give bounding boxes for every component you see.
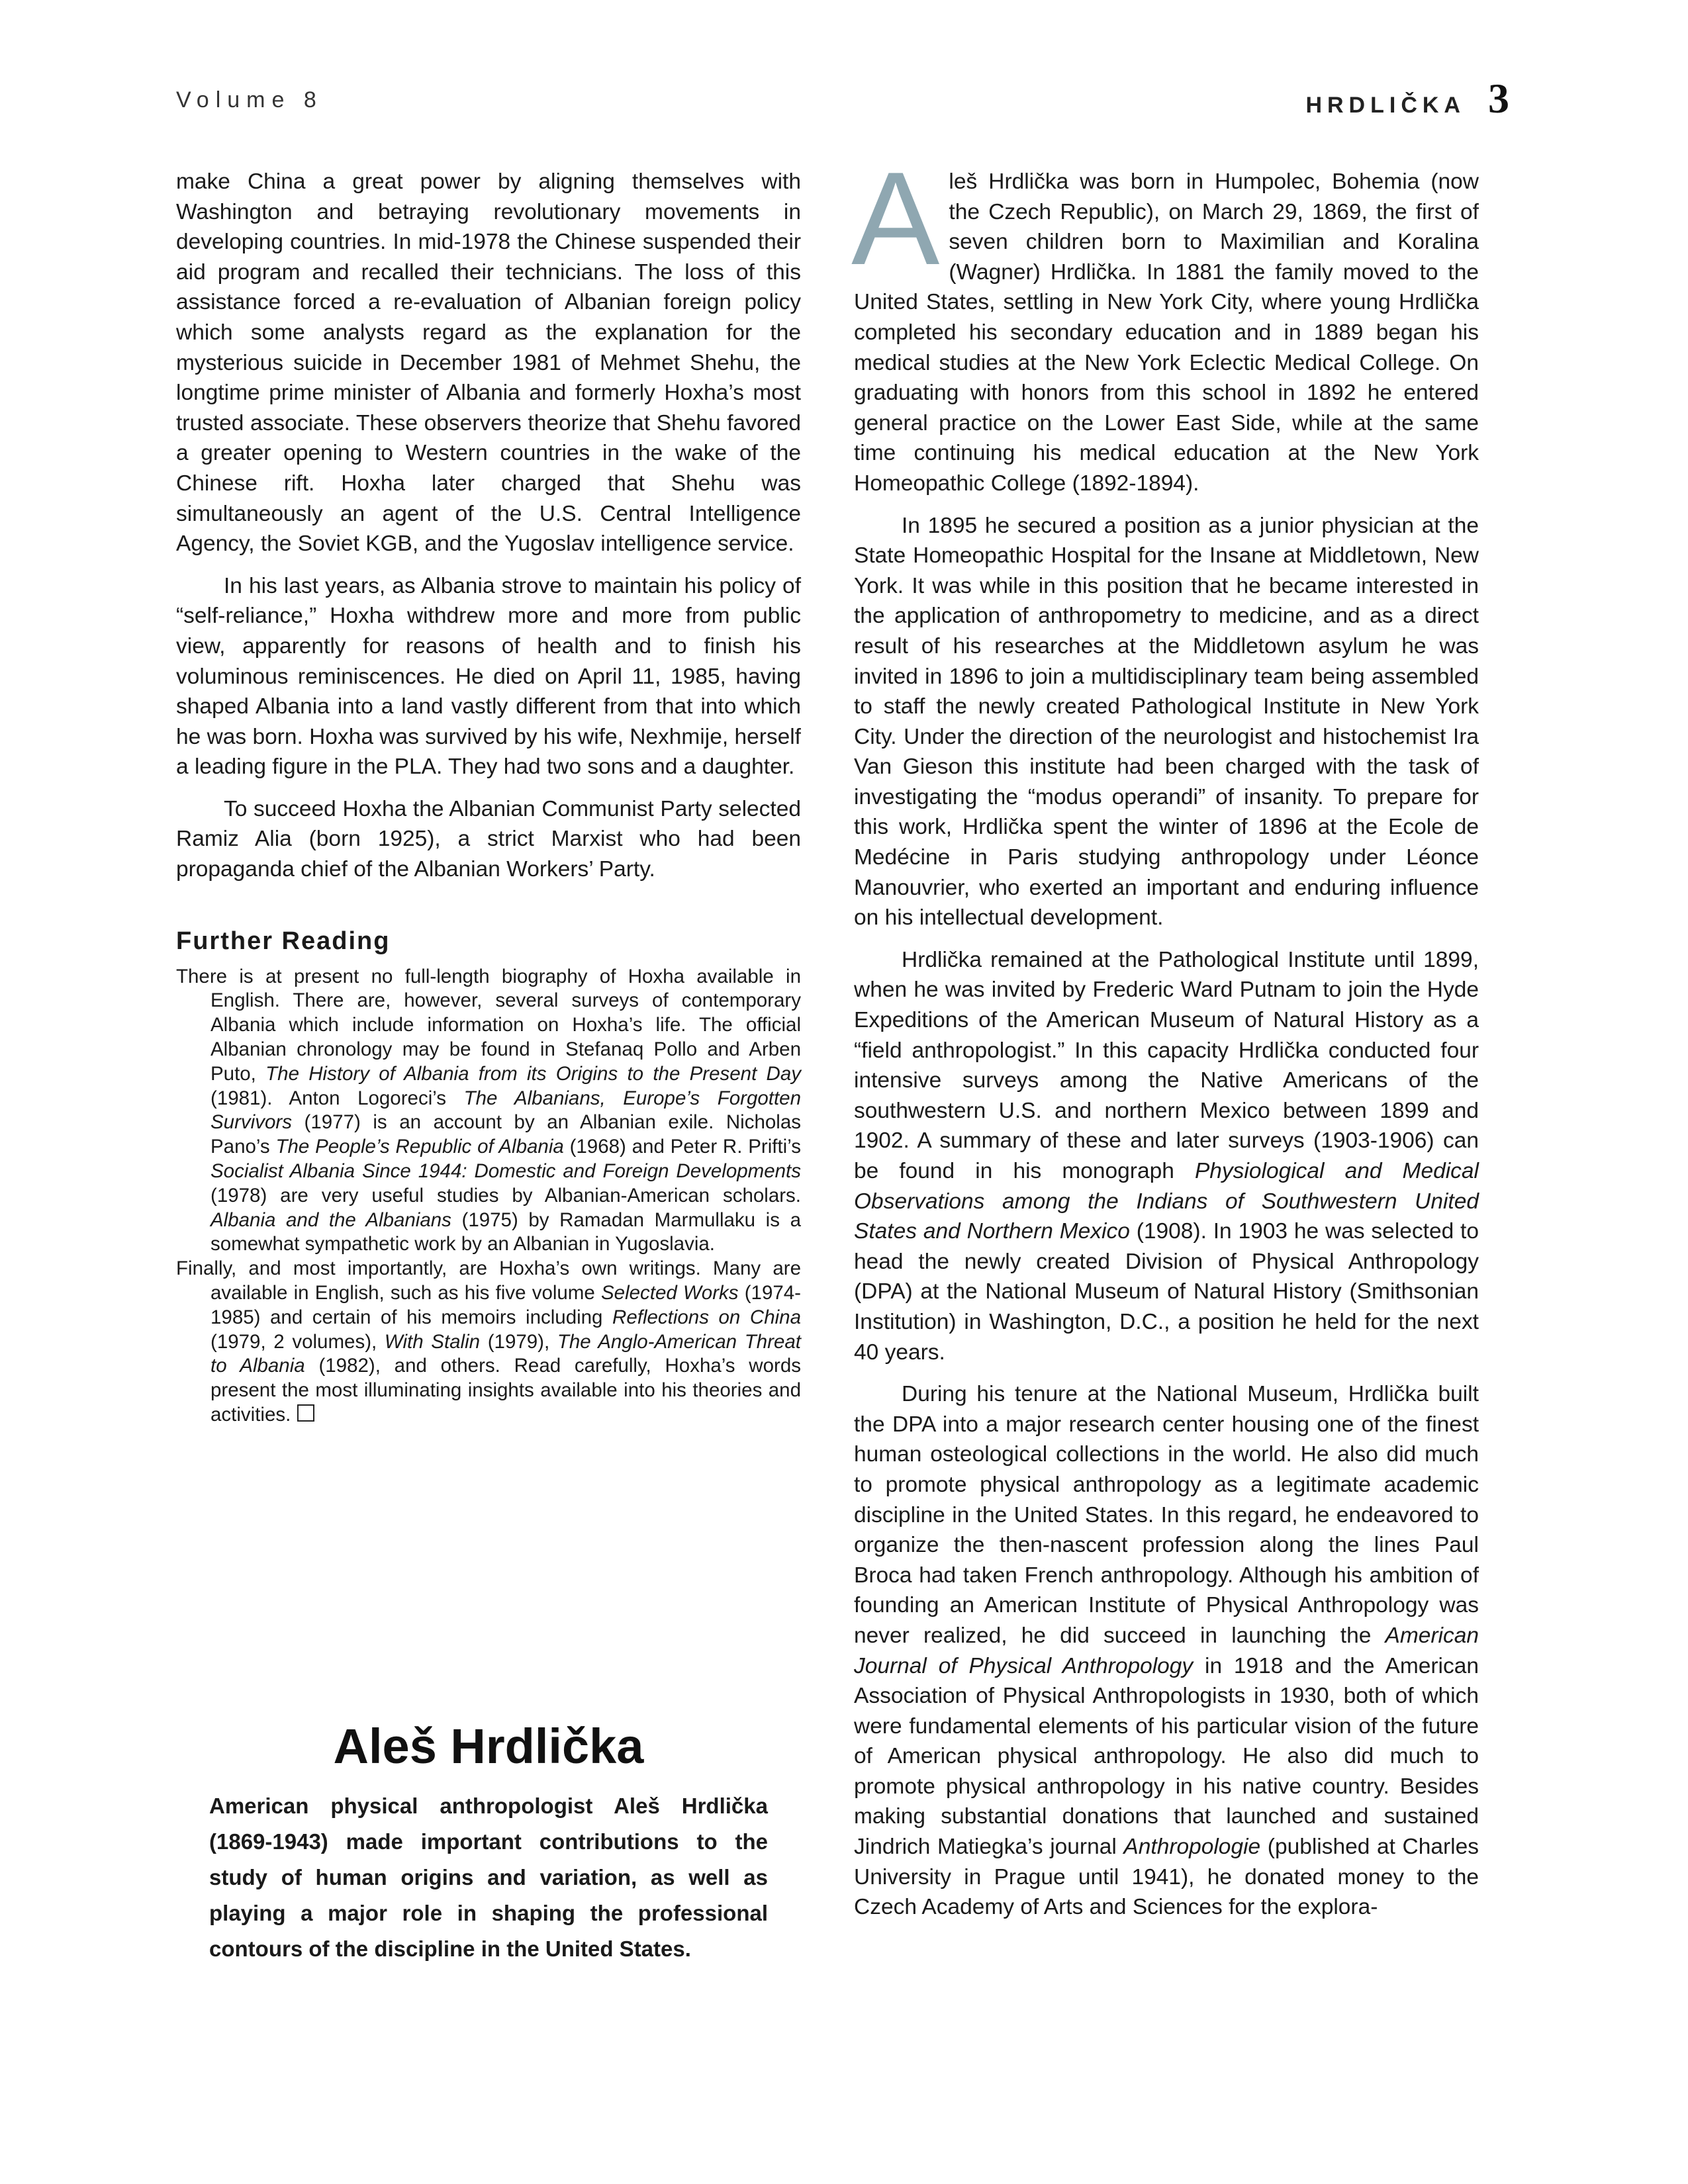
reference-entry-1 [176,965,801,1257]
right-paragraph-3 [854,945,1479,1367]
right-paragraph-4 [854,1379,1479,1923]
p3-text-1: Hrdlička remained at the Pathological Institute until 1899, when he was invited by Frederic Ward Putnam to join the Hyde Expeditions of the American Museum of Natural History as a “field anthropologist.” In this capacity Hrdlička conducted four intensive surveys among the Native Americans of the southwestern U.S. and northern Mexico between 1899 and 1902. A summary of these and later surveys (1903-1906) can be found in his monograph [854,947,1479,1183]
running-header [1305,74,1509,123]
left-paragraph-3: To succeed Hoxha the Albanian Communist Party selected Ramiz Alia (born 1925), a strict Marxist who had been propaganda chief of the Albanian Workers’ Party. [176,796,801,882]
ref2-title-1: Selected Works [600,1282,739,1304]
running-title: HRDLIČKA [1305,93,1466,118]
ref2-title-3: With Stalin [384,1330,481,1353]
ref1-title-1: The History of Albania from its Origins to the Present Day [265,1062,801,1085]
p3-monograph-title: Physiological and Medical Observations among the Indians of Southwestern United States and Northern Mexico [854,1159,1479,1244]
p3-text-2: (1908). In 1903 he was selected to head the newly created Division of Physical Anthropology (DPA) at the National Museum of Natural History (Smithsonian Institution) in Washington, D.C., a position he held for the next 40 years. [854,1219,1479,1365]
p4-journal-title: American Journal of Physical Anthropology [854,1623,1479,1678]
ref1-title-4: Socialist Albania Since 1944: Domestic and Foreign Developments [211,1160,801,1183]
ref1-text-4: (1968) and Peter R. Prifti’s [563,1136,801,1158]
left-paragraph-2: In his last years, as Albania strove to maintain his policy of “self-reliance,” Hoxha withdrew more and more from public view, apparently for reasons of health and to finish his voluminous reminiscences. He died on April 11, 1985, having shaped Albania into a land vastly different from that into which he was born. Hoxha was survived by his wife, Nexhmije, herself a leading figure in the PLA. They had two sons and a daughter. [176,573,801,780]
left-column [176,167,801,1428]
p4-text-2: in 1918 and the American Association of Physical Anthropologists in 1930, both of which were fundamental elements of his particular vision of the future of American physical anthropology. He also did much to promote physical anthropology in his native country. Besides making substantial donations that launched and sustained Jindrich Matiegka’s journal [854,1653,1479,1860]
ref2-text-1: Finally, and most importantly, are Hoxha’s own writings. Many are available in English, such as his five volume [176,1257,801,1304]
ref1-title-5: Albania and the Albanians [211,1208,451,1231]
ref1-text-5: (1978) are very useful studies by Albanian-American scholars. [211,1184,801,1206]
ref1-text-2: (1981). Anton Logoreci’s [211,1087,464,1109]
end-of-article-mark [297,1404,314,1422]
right-paragraph-1 [851,145,1479,499]
right-column [851,145,1479,1934]
ref1-title-2: The Albanians, Europe’s Forgotten Survivors [211,1087,801,1134]
ref1-title-3: The People’s Republic of Albania [275,1136,564,1158]
article-title: Aleš Hrdlička [333,1719,644,1774]
drop-cap: A [851,145,940,293]
ref1-text-3: (1977) is an account by an Albanian exile. Nicholas Pano’s [211,1111,801,1158]
p4-journal-title-2: Anthropologie [1123,1835,1261,1860]
page-number: 3 [1488,75,1509,122]
ref2-title-4: The Anglo-American Threat to Albania [211,1330,801,1377]
p4-text-1: During his tenure at the National Museum, Hrdlička built the DPA into a major research center housing one of the finest human osteological collections in the world. He also did much to promote physical anthropology as a legitimate academic discipline in the United States. In this regard, he endeavored to organize the then-nascent profession along the lines Paul Broca had taken French anthropology. Although his ambition of founding an American Institute of Physical Anthropology was never realized, he did succeed in launching the [854,1382,1479,1648]
article-summary: American physical anthropologist Aleš Hrdlička (1869-1943) made important contributions to the study of human origins and variation, as well as playing a major role in shaping the professional contours of the discipline in the United States. [209,1794,768,1961]
p4-text-3: (published at Charles University in Prague until 1941), he donated money to the Czech Academy of Arts and Sciences for the explora- [854,1835,1479,1920]
ref2-text-2: (1974-1985) and certain of his memoirs including [211,1282,801,1328]
ref2-text-5: (1982), and others. Read carefully, Hoxha’s words present the most illuminating insights available into his theories and activities. [211,1355,801,1426]
volume-label: Volume 8 [176,87,323,113]
ref1-text-1: There is at present no full-length biography of Hoxha available in English. There are, however, several surveys of contemporary Albania which include information on Hoxha’s life. The official Albanian chronology may be found in Stefanaq Pollo and Arben Puto, [176,965,801,1085]
further-reading-heading: Further Reading [176,927,391,955]
left-paragraph-1: make China a great power by aligning themselves with Washington and betraying revolutionary movements in developing countries. In mid-1978 the Chinese suspended their aid program and recalled their technicians. The loss of this assistance forced a re-evaluation of Albanian foreign policy which some analysts regard as the explanation for the mysterious suicide in December 1981 of Mehmet Shehu, the longtime prime minister of Albania and formerly Hoxha’s most trusted associate. These observers theorize that Shehu favored a greater opening to Western countries in the wake of the Chinese rift. Hoxha later charged that Shehu was simultaneously an agent of the U.S. Central Intelligence Agency, the Soviet KGB, and the Yugoslav intelligence service. [176,169,801,557]
ref2-title-2: Reflections on China [612,1306,801,1328]
reference-entry-2 [176,1257,801,1428]
ref2-text-4: (1979), [480,1330,557,1353]
ref2-text-3: (1979, 2 volumes), [211,1330,385,1353]
right-paragraph-2: In 1895 he secured a position as a junior physician at the State Homeopathic Hospital for the Insane at Middletown, New York. It was while in this position that he became interested in the application of anthropometry to medicine, and as a direct result of his researches at the Middletown asylum he was invited in 1896 to join a multidisciplinary team being assembled to staff the newly created Pathological Institute in New York City. Under the direction of the neurologist and histochemist Ira Van Gieson this institute had been charged with the task of investigating the “modus operandi” of insanity. To prepare for this work, Hrdlička spent the winter of 1896 at the Ecole de Medécine in Paris studying anthropology under Léonce Manouvrier, who exerted an important and enduring influence on his intellectual development. [854,513,1479,931]
ref1-text-6: (1975) by Ramadan Marmullaku is a somewhat sympathetic work by an Albanian in Yugoslavia. [211,1208,801,1255]
right-paragraph-1-text: leš Hrdlička was born in Humpolec, Bohemia (now the Czech Republic), on March 29, 1869, the first of seven children born to Maximilian and Koralina (Wagner) Hrdlička. In 1881 the family moved to the United States, settling in New York City, where young Hrdlička completed his secondary education and in 1889 began his medical studies at the New York Eclectic Medical College. On graduating with honors from this school in 1892 he entered general practice on the Lower East Side, while at the same time continuing his medical education at the New York Homeopathic College (1892-1894). [854,169,1479,496]
